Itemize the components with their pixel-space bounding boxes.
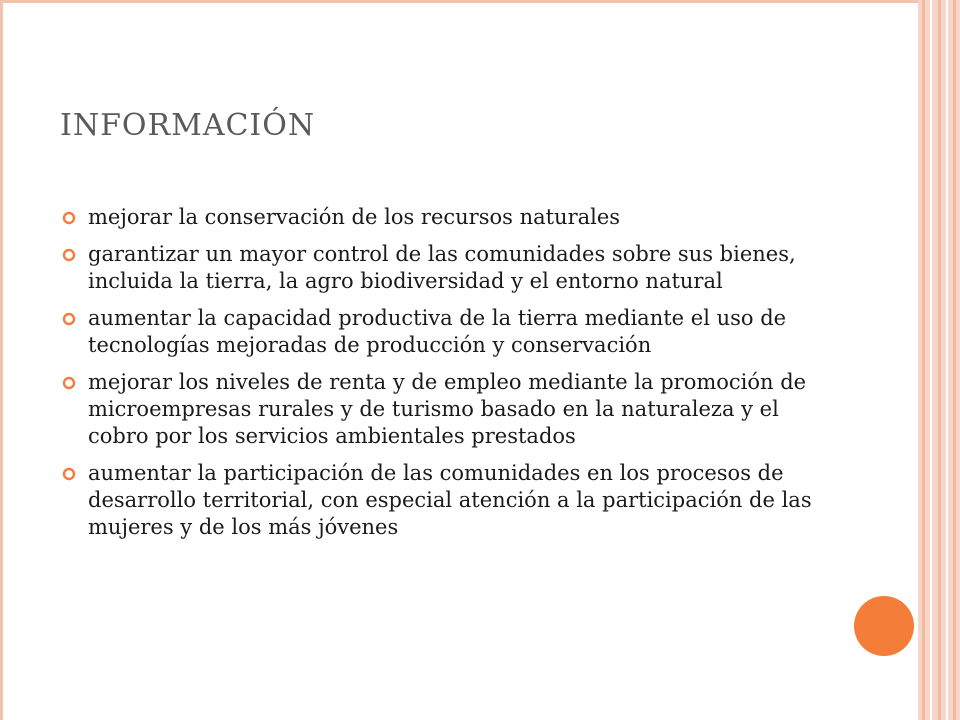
slide-title: INFORMACIÓN [60, 108, 316, 143]
bullet-text: garantizar un mayor control de las comunidades sobre sus bienes, incluida la tierra, la agro biodiversidad y el entorno natural [88, 242, 796, 293]
frame-line [946, 0, 948, 720]
list-item [62, 305, 842, 359]
circle-bullet-icon [62, 248, 76, 262]
bullet-text: mejorar los niveles de renta y de empleo mediante la promoción de microempresas rurales y de turismo basado en la naturaleza y el cobro por los servicios ambientales prestados [88, 370, 807, 448]
bullet-text: mejorar la conservación de los recursos naturales [88, 205, 621, 229]
list-item [62, 204, 842, 231]
frame-line [922, 0, 925, 720]
frame-line [953, 0, 956, 720]
accent-circle [854, 596, 914, 656]
circle-bullet-icon [62, 211, 76, 225]
bullet-text: aumentar la capacidad productiva de la tierra mediante el uso de tecnologías mejoradas de producción y conservación [88, 306, 787, 357]
list-item [62, 460, 842, 541]
frame-line [938, 0, 941, 720]
circle-bullet-icon [62, 376, 76, 390]
circle-bullet-icon [62, 312, 76, 326]
list-item [62, 241, 842, 295]
circle-bullet-icon [62, 467, 76, 481]
frame-line [930, 0, 932, 720]
list-item [62, 369, 842, 450]
bullet-text: aumentar la participación de las comunidades en los procesos de desarrollo territorial, con especial atención a la participación de las mujeres y de los más jóvenes [88, 461, 812, 539]
bullet-list [62, 204, 842, 551]
